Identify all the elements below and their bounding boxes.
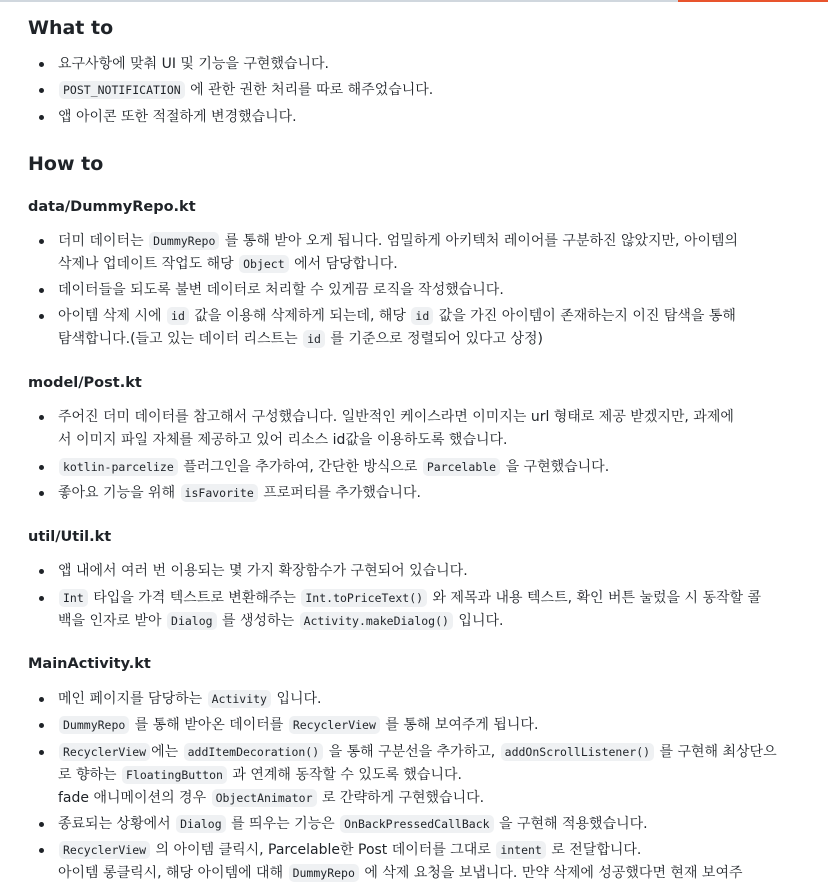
inline-code: Int: [59, 589, 88, 607]
inline-code: ObjectAnimator: [212, 789, 317, 807]
list-item: 앱 내에서 여러 번 이용되는 몇 가지 확장함수가 구현되어 있습니다.: [28, 560, 800, 583]
inline-code: Dialog: [176, 815, 226, 833]
list-item: 앱 아이콘 또한 적절하게 변경했습니다.: [28, 106, 800, 129]
inline-code: FloatingButton: [122, 766, 227, 784]
list-item: 주어진 더미 데이터를 참고해서 구성했습니다. 일반적인 케이스라면 이미지는 url 형태로 제공 받겠지만, 과제에 서 이미지 파일 자체를 제공하고 있어 리소스 id값을 이용하도록 했습니다.: [28, 406, 800, 452]
list-item: 더미 데이터는 DummyRepo 를 통해 받아 오게 됩니다. 엄밀하게 아키텍처 레이어를 구분하진 않았지만, 아이템의 삭제나 업데이트 작업도 해당 Object 에서 담당합니다.: [28, 230, 800, 276]
inline-code: Activity.makeDialog(): [300, 612, 453, 630]
section-title-mainactivity: MainActivity.kt: [28, 656, 151, 672]
top-accent-bar: [678, 0, 828, 2]
section-title-dummyrepo: data/DummyRepo.kt: [28, 199, 196, 215]
list-item: 아이템 삭제 시에 id 값을 이용해 삭제하게 되는데, 해당 id 값을 가진 아이템이 존재하는지 이진 탐색을 통해 탐색합니다.(들고 있는 데이터 리스트는 id 를 기준으로 정렬되어 있다고 상정): [28, 305, 800, 351]
inline-code: kotlin-parcelize: [59, 458, 178, 476]
heading-what-to: What to: [28, 17, 114, 39]
inline-code: OnBackPressedCallBack: [340, 815, 493, 833]
inline-code: DummyRepo: [289, 864, 359, 882]
list-item: 요구사항에 맞춰 UI 및 기능을 구현했습니다.: [28, 53, 800, 76]
list-item: 데이터들을 되도록 불변 데이터로 처리할 수 있게끔 로직을 작성했습니다.: [28, 279, 800, 302]
heading-how-to: How to: [28, 153, 104, 175]
inline-code: id: [167, 307, 189, 325]
inline-code: Object: [239, 255, 289, 273]
inline-code: isFavorite: [181, 484, 258, 502]
list-item: 메인 페이지를 담당하는 Activity 입니다.: [28, 688, 800, 711]
inline-code: id: [411, 307, 433, 325]
inline-code: Parcelable: [423, 458, 500, 476]
list-item: 종료되는 상황에서 Dialog 를 띄우는 기능은 OnBackPressedCallBack 을 구현해 적용했습니다.: [28, 813, 800, 836]
list-item: 좋아요 기능을 위해 isFavorite 프로퍼티를 추가했습니다.: [28, 482, 800, 505]
inline-code: POST_NOTIFICATION: [59, 81, 185, 99]
inline-code: RecyclerView: [59, 743, 150, 761]
inline-code: id: [303, 330, 325, 348]
list-item: Int 타입을 가격 텍스트로 변환해주는 Int.toPriceText() 와 제목과 내용 텍스트, 확인 버튼 눌렀을 시 동작할 콜 백을 인자로 받아 Dialog 를 생성하는 Activity.makeDialog() 입니다.: [28, 587, 800, 633]
section-title-post: model/Post.kt: [28, 375, 142, 391]
inline-code: addItemDecoration(): [184, 743, 324, 761]
inline-code: DummyRepo: [59, 716, 129, 734]
inline-code: DummyRepo: [149, 232, 219, 250]
inline-code: intent: [496, 841, 546, 859]
list-item: RecyclerView 의 아이템 클릭시, Parcelable한 Post 데이터를 그대로 intent 로 전달합니다. 아이템 롱클릭시, 해당 아이템에 대해 DummyRepo 에 삭제 요청을 보냅니다. 만약 삭제에 성공했다면 현재 보여주: [28, 839, 800, 885]
inline-code: addOnScrollListener(): [501, 743, 654, 761]
inline-code: Activity: [208, 690, 271, 708]
section-title-util: util/Util.kt: [28, 529, 112, 545]
list-item: DummyRepo 를 통해 받아온 데이터를 RecyclerView 를 통해 보여주게 됩니다.: [28, 714, 800, 737]
list-item: kotlin-parcelize 플러그인을 추가하여, 간단한 방식으로 Parcelable 을 구현했습니다.: [28, 456, 800, 479]
inline-code: RecyclerView: [59, 841, 150, 859]
list-item: RecyclerView 에는 addItemDecoration() 을 통해 구분선을 추가하고, addOnScrollListener() 를 구현해 최상단으 로 향하는 FloatingButton 과 연계해 동작할 수 있도록 했습니다. fade 애니메이션의 경우 ObjectAnimator 로 간략하게 구현했습니다.: [28, 741, 800, 810]
inline-code: Int.toPriceText(): [301, 589, 427, 607]
list-item: POST_NOTIFICATION 에 관한 권한 처리를 따로 해주었습니다.: [28, 79, 800, 102]
inline-code: Dialog: [167, 612, 217, 630]
inline-code: RecyclerView: [289, 716, 380, 734]
